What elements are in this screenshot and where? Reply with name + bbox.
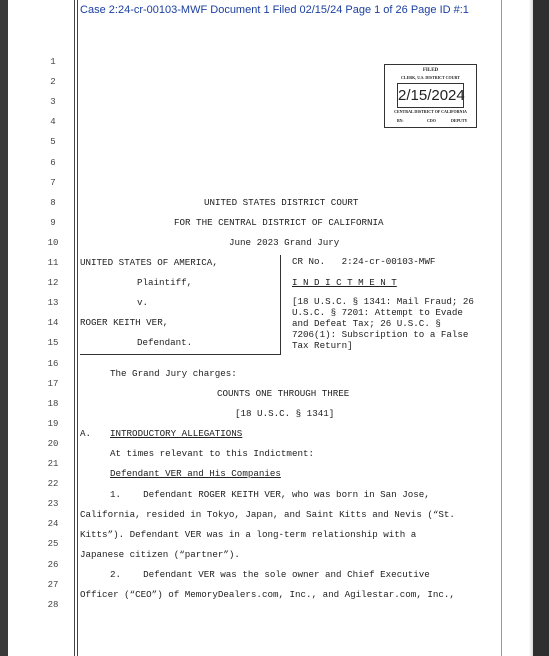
paragraph-1-line-1: 1. Defendant ROGER KEITH VER, who was born in San Jose, bbox=[110, 489, 430, 500]
line-number: 20 bbox=[47, 438, 59, 449]
line-number: 12 bbox=[47, 278, 59, 289]
stamp-initials: CDO bbox=[427, 118, 436, 123]
line-number: 28 bbox=[47, 599, 59, 610]
line-number: 5 bbox=[50, 137, 56, 148]
line-number: 2 bbox=[50, 77, 56, 88]
line-number: 8 bbox=[50, 197, 56, 208]
stamp-filed: FILED bbox=[422, 68, 439, 73]
line-number: 18 bbox=[47, 398, 59, 409]
line-number: 26 bbox=[47, 559, 59, 570]
paragraph-1-line-2: California, resided in Tokyo, Japan, and Saint Kitts and Nevis (“St. bbox=[80, 509, 455, 520]
caption-party-plaintiff: UNITED STATES OF AMERICA, bbox=[80, 257, 218, 268]
subheading: Defendant VER and His Companies bbox=[110, 468, 281, 479]
charges-intro: The Grand Jury charges: bbox=[110, 368, 237, 379]
stamp-deputy: DEPUTY bbox=[451, 118, 468, 123]
line-number: 11 bbox=[47, 258, 59, 268]
court-district: FOR THE CENTRAL DISTRICT OF CALIFORNIA bbox=[174, 217, 384, 228]
line-number: 23 bbox=[47, 499, 59, 510]
stamp-by: BY: bbox=[397, 118, 404, 123]
line-number: 17 bbox=[47, 378, 59, 389]
case-number: CR No. 2:24-cr-00103-MWF bbox=[292, 256, 436, 267]
caption-role-defendant: Defendant. bbox=[137, 337, 193, 348]
counts-statute: [18 U.S.C. § 1341] bbox=[235, 408, 335, 419]
line-number: 13 bbox=[47, 298, 59, 309]
line-number: 7 bbox=[50, 177, 56, 188]
line-number: 6 bbox=[50, 157, 56, 168]
charge-line-5: Tax Return] bbox=[292, 340, 353, 351]
court-name: UNITED STATES DISTRICT COURT bbox=[204, 197, 359, 208]
line-number: 9 bbox=[50, 217, 56, 228]
paragraph-1-line-4: Japanese citizen (“partner”). bbox=[80, 549, 240, 560]
ecf-header: Case 2:24-cr-00103-MWF Document 1 Filed 02/15/24 Page 1 of 26 Page ID #:1 bbox=[80, 4, 469, 16]
paragraph-1-line-3: Kitts”). Defendant VER was in a long-term relationship with a bbox=[80, 529, 417, 540]
paragraph-2-line-1: 2. Defendant VER was the sole owner and Chief Executive bbox=[110, 569, 430, 580]
line-number: 10 bbox=[47, 237, 59, 248]
paragraph-2-line-2: Officer (“CEO”) of MemoryDealers.com, Inc., and Agilestar.com, Inc., bbox=[80, 589, 455, 600]
charge-line-4: 7206(1): Subscription to a False bbox=[292, 329, 469, 340]
line-number: 1 bbox=[50, 57, 56, 67]
caption-role-plaintiff: Plaintiff, bbox=[137, 277, 193, 288]
stamp-clerk: CLERK, U.S. DISTRICT COURT bbox=[401, 75, 460, 80]
section-letter: A. bbox=[80, 428, 92, 439]
margin-rule-left-inner bbox=[77, 0, 78, 656]
stamp-date: 2/15/2024 bbox=[397, 83, 464, 108]
filed-stamp bbox=[384, 64, 477, 128]
viewer-left-edge bbox=[0, 0, 8, 656]
line-number: 27 bbox=[47, 579, 59, 590]
viewer-right-edge bbox=[533, 0, 549, 656]
line-number: 24 bbox=[47, 519, 59, 530]
caption-party-defendant: ROGER KEITH VER, bbox=[80, 317, 169, 328]
line-number: 15 bbox=[47, 338, 59, 349]
line-number: 16 bbox=[47, 358, 59, 369]
line-number: 25 bbox=[47, 539, 59, 550]
grand-jury: June 2023 Grand Jury bbox=[229, 237, 340, 248]
line-number: 22 bbox=[47, 479, 59, 490]
charge-line-1: [18 U.S.C. § 1341: Mail Fraud; 26 bbox=[292, 296, 474, 307]
line-number: 19 bbox=[47, 418, 59, 429]
caption-horizontal-rule bbox=[80, 354, 280, 355]
charge-line-2: U.S.C. § 7201: Attempt to Evade bbox=[292, 307, 463, 318]
line-number: 21 bbox=[47, 459, 59, 469]
stamp-district: CENTRAL DISTRICT OF CALIFORNIA bbox=[394, 109, 467, 114]
line-number: 14 bbox=[47, 318, 59, 329]
relevant-times: At times relevant to this Indictment: bbox=[110, 448, 314, 459]
charge-line-3: and Defeat Tax; 26 U.S.C. § bbox=[292, 318, 441, 329]
counts-heading: COUNTS ONE THROUGH THREE bbox=[217, 388, 350, 399]
line-number: 4 bbox=[50, 117, 56, 128]
margin-rule-right bbox=[501, 0, 502, 656]
caption-vertical-rule bbox=[280, 255, 281, 355]
caption-versus: v. bbox=[137, 297, 149, 308]
section-heading: INTRODUCTORY ALLEGATIONS bbox=[110, 428, 243, 439]
document-type: I N D I C T M E N T bbox=[292, 277, 397, 288]
margin-rule-left-outer bbox=[74, 0, 75, 656]
line-number: 3 bbox=[50, 97, 56, 108]
